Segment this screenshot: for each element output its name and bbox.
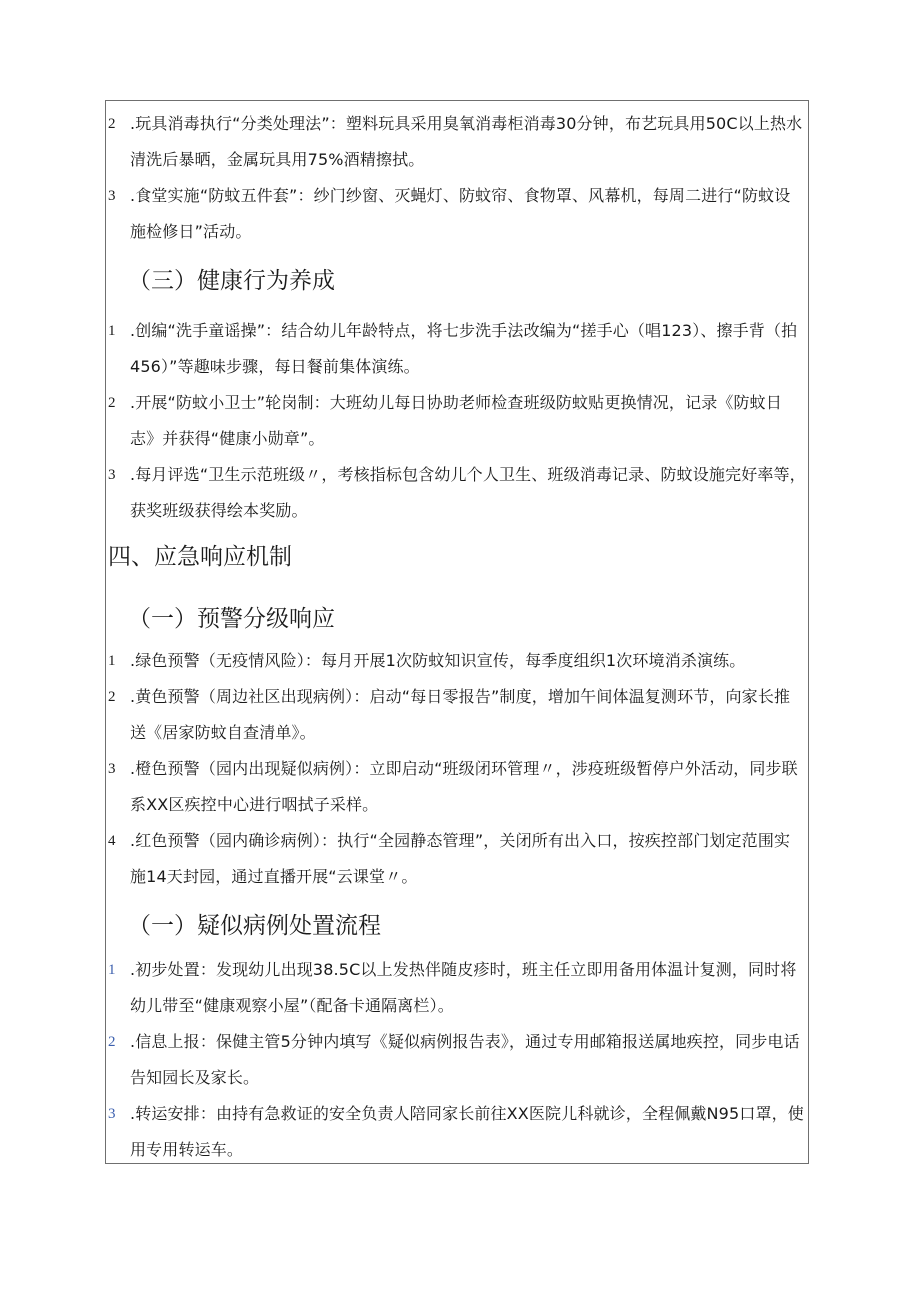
list-text: .玩具消毒执行“分类处理法”：塑料玩具采用臭氧消毒柜消毒30分钟，布艺玩具用50C以上热水清洗后暴晒，金属玩具用75%酒精擦拭。 (130, 114, 803, 169)
list-item (108, 1096, 806, 1168)
list-text: .每月评选“卫生示范班级〃，考核指标包含幼儿个人卫生、班级消毒记录、防蚊设施完好率等，获奖班级获得绘本奖励。 (130, 465, 806, 520)
list-number: 2 (108, 116, 116, 132)
list-text: .创编“洗手童谣操”：结合幼儿年龄特点，将七步洗手法改编为“搓手心（唱123）、擦手背（拍456）”等趣味步骤，每日餐前集体演练。 (130, 321, 798, 376)
list-text: .转运安排：由持有急救证的安全负责人陪同家长前往XX医院儿科就诊，全程佩戴N95口罩，使用专用转运车。 (130, 1104, 804, 1159)
list-text: .黄色预警（周边社区出现病例）：启动“每日零报告”制度，增加午间体温复测环节，向家长推送《居家防蚊自查清单》。 (130, 687, 791, 742)
list-item (108, 106, 806, 178)
list-item (108, 679, 806, 751)
list-number: 3 (108, 188, 116, 204)
list-item (108, 751, 806, 823)
list-item (108, 952, 806, 1024)
list-number: 2 (108, 395, 116, 411)
list-item (108, 643, 806, 679)
list-item (108, 457, 806, 529)
list-number: 1 (108, 653, 116, 669)
list-item (108, 1024, 806, 1096)
health-list (108, 313, 806, 529)
section-heading-warning: （一）预警分级响应 (128, 606, 335, 632)
section-heading-suspect: （一）疑似病例处置流程 (128, 913, 381, 939)
list-item (108, 313, 806, 385)
list-number: 3 (108, 1106, 116, 1122)
hygiene-list (108, 106, 806, 250)
section-heading-health: （三）健康行为养成 (128, 268, 335, 294)
list-item (108, 823, 806, 895)
list-number: 2 (108, 1034, 116, 1050)
list-number: 3 (108, 467, 116, 483)
list-text: .开展“防蚊小卫士”轮岗制：大班幼儿每日协助老师检查班级防蚊贴更换情况，记录《防蚊日志》并获得“健康小勋章”。 (130, 393, 782, 448)
chapter-heading-emergency: 四、应急响应机制 (108, 544, 292, 570)
list-text: .信息上报：保健主管5分钟内填写《疑似病例报告表》，通过专用邮箱报送属地疾控，同步电话告知园长及家长。 (130, 1032, 800, 1087)
list-text: .初步处置：发现幼儿出现38.5C以上发热伴随皮疹时，班主任立即用备用体温计复测，同时将幼儿带至“健康观察小屋”（配备卡通隔离栏）。 (130, 960, 797, 1015)
list-number: 1 (108, 323, 116, 339)
suspect-list (108, 952, 806, 1168)
list-text: .红色预警（园内确诊病例）：执行“全园静态管理”，关闭所有出入口，按疾控部门划定范围实施14天封园，通过直播开展“云课堂〃。 (130, 831, 791, 886)
list-text: .食堂实施“防蚊五件套”：纱门纱窗、灭蝇灯、防蚊帘、食物罩、风幕机，每周二进行“防蚊设施检修日”活动。 (130, 186, 791, 241)
list-text: .绿色预警（无疫情风险）：每月开展1次防蚊知识宣传，每季度组织1次环境消杀演练。 (130, 651, 746, 670)
warning-list (108, 643, 806, 895)
list-number: 2 (108, 689, 116, 705)
list-text: .橙色预警（园内出现疑似病例）：立即启动“班级闭环管理〃，涉疫班级暂停户外活动，同步联系XX区疾控中心进行咽拭子采样。 (130, 759, 798, 814)
list-number: 3 (108, 761, 116, 777)
list-number: 1 (108, 962, 116, 978)
list-number: 4 (108, 833, 116, 849)
list-item (108, 385, 806, 457)
list-item (108, 178, 806, 250)
